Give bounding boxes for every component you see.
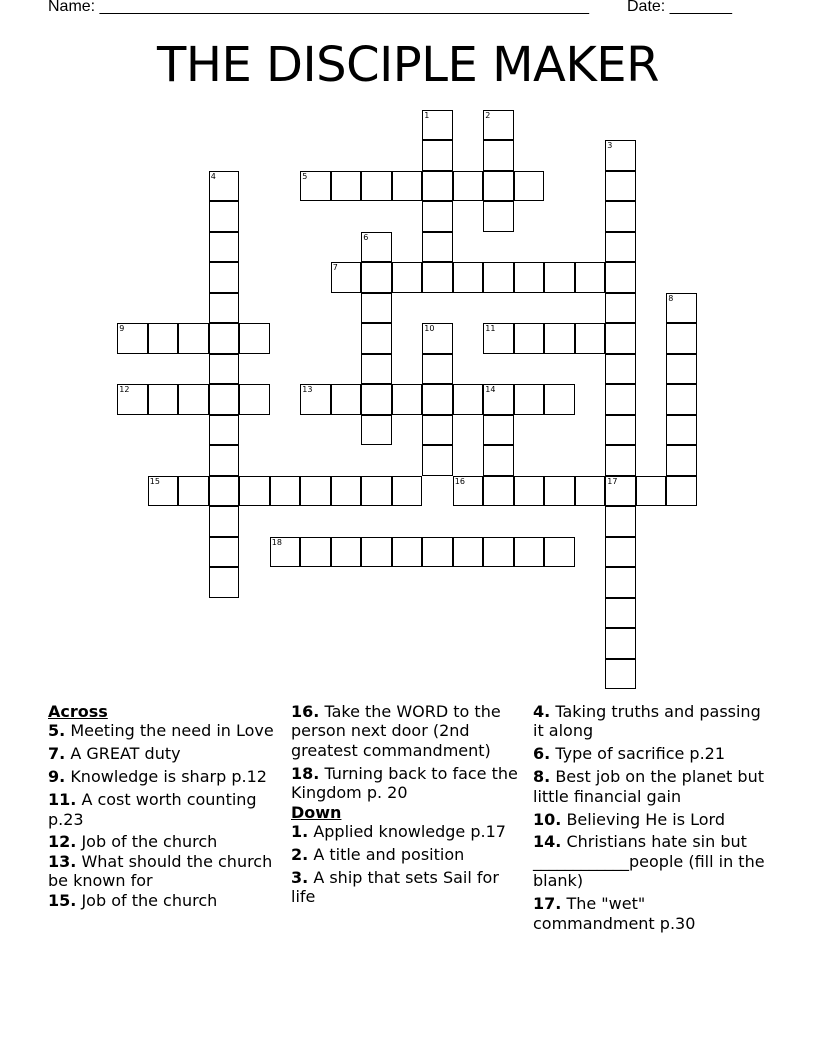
grid-cell[interactable] [453,171,484,202]
grid-cell[interactable] [392,171,423,202]
cell-number: 16 [454,476,465,486]
grid-cell[interactable] [392,262,423,293]
grid-cell[interactable] [361,537,392,568]
grid-cell[interactable] [605,537,636,568]
grid-cell[interactable] [209,506,240,537]
clue-number: 2. [291,844,309,864]
grid-cell[interactable] [575,476,606,507]
grid-cell[interactable] [483,201,514,232]
grid-cell[interactable] [483,323,514,354]
grid-cell[interactable] [209,293,240,324]
cell-number: 17 [607,476,618,486]
grid-cell[interactable] [209,323,240,354]
grid-cell[interactable] [483,476,514,507]
grid-cell[interactable] [453,262,484,293]
clue-down-10 [533,810,765,829]
grid-cell[interactable] [453,537,484,568]
grid-cell[interactable] [544,323,575,354]
grid-cell[interactable] [422,140,453,171]
grid-cell[interactable] [605,476,636,507]
clue-down-4 [533,702,765,741]
grid-cell[interactable] [300,384,331,415]
grid-cell[interactable] [300,476,331,507]
cell-number: 14 [485,385,496,395]
clue-number: 8. [533,767,551,787]
clue-text: What should the church be known for [48,851,273,891]
grid-cell[interactable] [422,110,453,141]
clue-number: 5. [48,721,66,741]
grid-cell[interactable] [148,384,179,415]
clue-down-1 [291,822,523,841]
grid-cell[interactable] [392,384,423,415]
clue-across-13 [48,852,280,891]
clue-text: Believing He is Lord [566,809,725,829]
cell-number: 12 [119,385,130,395]
grid-cell[interactable] [605,293,636,324]
grid-cell[interactable] [605,628,636,659]
grid-cell[interactable] [178,476,209,507]
grid-cell[interactable] [117,323,148,354]
grid-cell[interactable] [544,537,575,568]
grid-cell[interactable] [361,171,392,202]
grid-cell[interactable] [605,598,636,629]
grid-cell[interactable] [361,415,392,446]
grid-cell[interactable] [270,537,301,568]
grid-cell[interactable] [605,171,636,202]
grid-cell[interactable] [666,354,697,385]
grid-cell[interactable] [178,323,209,354]
clue-number: 10. [533,809,562,829]
grid-cell[interactable] [544,476,575,507]
clue-text: Take the WORD to the person next door (2nd greatest commandment) [291,702,501,760]
grid-cell[interactable] [392,476,423,507]
grid-cell[interactable] [209,445,240,476]
grid-cell[interactable] [331,476,362,507]
grid-cell[interactable] [422,415,453,446]
name-field[interactable]: Name: _______________________________________________________ [48,0,589,15]
clue-text: The "wet" commandment p.30 [533,894,696,933]
clue-down-2 [291,845,523,864]
grid-cell[interactable] [575,323,606,354]
clue-number: 13. [48,851,77,871]
grid-cell[interactable] [209,171,240,202]
grid-cell[interactable] [666,476,697,507]
grid-cell[interactable] [483,262,514,293]
page-title: THE DISCIPLE MAKER [157,37,659,93]
grid-cell[interactable] [361,293,392,324]
cell-number: 13 [302,385,313,395]
clue-number: 14. [533,832,562,852]
grid-cell[interactable] [483,415,514,446]
grid-cell[interactable] [605,384,636,415]
clue-number: 7. [48,744,66,764]
clue-text: Taking truths and passing it along [533,702,761,741]
cell-number: 9 [119,324,125,334]
clue-down-17 [533,894,765,933]
grid-cell[interactable] [483,537,514,568]
grid-cell[interactable] [209,567,240,598]
grid-cell[interactable] [270,476,301,507]
clue-number: 16. [291,702,320,721]
grid-cell[interactable] [209,262,240,293]
grid-cell[interactable] [605,323,636,354]
cell-number: 3 [607,141,613,151]
clue-text: Job of the church [81,890,218,910]
clue-text: Type of sacrifice p.21 [555,744,726,764]
clue-number: 6. [533,744,551,764]
grid-cell[interactable] [605,354,636,385]
clue-column-3 [533,702,765,936]
grid-cell[interactable] [361,232,392,263]
grid-cell[interactable] [636,476,667,507]
grid-cell[interactable] [361,323,392,354]
grid-cell[interactable] [239,323,270,354]
grid-cell[interactable] [209,384,240,415]
grid-cell[interactable] [514,171,545,202]
grid-cell[interactable] [209,415,240,446]
cell-number: 5 [302,171,308,181]
clue-across-15 [48,891,280,910]
grid-cell[interactable] [483,384,514,415]
clue-number: 15. [48,890,77,910]
clue-text: A ship that sets Sail for life [291,867,499,907]
cell-number: 10 [424,324,435,334]
grid-cell[interactable] [666,445,697,476]
grid-cell[interactable] [209,201,240,232]
down-heading: Down [291,802,342,822]
grid-cell[interactable] [331,262,362,293]
clue-text: Applied knowledge p.17 [313,821,506,841]
grid-cell[interactable] [422,537,453,568]
grid-cell[interactable] [331,171,362,202]
clue-down-6 [533,744,765,763]
grid-cell[interactable] [331,537,362,568]
grid-cell[interactable] [361,384,392,415]
grid-cell[interactable] [392,537,423,568]
grid-cell[interactable] [209,537,240,568]
grid-cell[interactable] [209,232,240,263]
grid-cell[interactable] [361,354,392,385]
date-field[interactable]: Date: _______ [627,0,732,15]
grid-cell[interactable] [514,323,545,354]
clue-text: Job of the church [81,832,218,852]
grid-cell[interactable] [422,445,453,476]
grid-cell[interactable] [666,415,697,446]
clue-number: 12. [48,832,77,852]
grid-cell[interactable] [239,384,270,415]
grid-cell[interactable] [453,476,484,507]
grid-cell[interactable] [575,262,606,293]
grid-cell[interactable] [422,232,453,263]
clue-text: Turning back to face the Kingdom p. 20 [291,763,518,803]
grid-cell[interactable] [666,384,697,415]
grid-cell[interactable] [422,384,453,415]
grid-cell[interactable] [605,506,636,537]
grid-cell[interactable] [605,445,636,476]
cell-number: 7 [332,263,338,273]
grid-cell[interactable] [514,476,545,507]
grid-cell[interactable] [239,476,270,507]
clue-column-2 [291,702,523,910]
grid-cell[interactable] [605,262,636,293]
grid-cell[interactable] [422,262,453,293]
grid-cell[interactable] [544,384,575,415]
grid-cell[interactable] [514,262,545,293]
across-heading: Across [48,702,108,721]
grid-cell[interactable] [544,262,575,293]
grid-cell[interactable] [209,354,240,385]
cell-number: 6 [363,232,369,242]
grid-cell[interactable] [422,171,453,202]
grid-cell[interactable] [117,384,148,415]
clue-down-3 [291,868,523,907]
clue-text: A cost worth counting p.23 [48,790,257,829]
clue-text: Meeting the need in Love [70,721,274,741]
clue-number: 4. [533,702,551,721]
grid-cell[interactable] [666,293,697,324]
clue-number: 1. [291,821,309,841]
grid-cell[interactable] [483,110,514,141]
cell-number: 2 [485,110,491,120]
grid-cell[interactable] [605,567,636,598]
grid-cell[interactable] [209,476,240,507]
grid-cell[interactable] [422,323,453,354]
cell-number: 15 [149,476,160,486]
grid-cell[interactable] [605,659,636,690]
clue-text: A title and position [313,844,465,864]
clue-text: A GREAT duty [70,744,181,764]
grid-cell[interactable] [483,140,514,171]
clue-number: 18. [291,763,320,783]
grid-cell[interactable] [178,384,209,415]
grid-cell[interactable] [605,232,636,263]
clue-across-18 [291,764,523,803]
grid-cell[interactable] [483,445,514,476]
grid-cell[interactable] [605,140,636,171]
clue-column-1 [48,702,280,914]
grid-cell[interactable] [514,537,545,568]
cell-number: 18 [271,537,282,547]
clue-across-16 [291,702,523,760]
grid-cell[interactable] [300,537,331,568]
cell-number: 11 [485,324,496,334]
grid-cell[interactable] [666,323,697,354]
clue-across-12 [48,832,280,851]
grid-cell[interactable] [148,323,179,354]
grid-cell[interactable] [453,384,484,415]
clue-text: Best job on the planet but little financial gain [533,767,764,806]
clue-number: 11. [48,790,77,810]
cell-number: 4 [210,171,216,181]
clue-number: 3. [291,867,309,887]
grid-cell[interactable] [361,476,392,507]
cell-number: 1 [424,110,430,120]
grid-cell[interactable] [422,354,453,385]
clue-down-8 [533,767,765,806]
clue-down-14 [533,832,765,890]
grid-cell[interactable] [422,201,453,232]
grid-cell[interactable] [300,171,331,202]
cell-number: 8 [668,293,674,303]
grid-cell[interactable] [514,384,545,415]
clue-text: Knowledge is sharp p.12 [70,767,267,787]
grid-cell[interactable] [605,201,636,232]
clue-across-7 [48,744,280,763]
clue-across-5 [48,721,280,740]
grid-cell[interactable] [148,476,179,507]
clue-number: 17. [533,894,562,914]
grid-cell[interactable] [605,415,636,446]
clue-text: Christians hate sin but ____________people (fill in the blank) [533,832,765,891]
clue-across-11 [48,790,280,829]
grid-cell[interactable] [361,262,392,293]
grid-cell[interactable] [331,384,362,415]
clue-across-9 [48,767,280,786]
clue-number: 9. [48,767,66,787]
grid-cell[interactable] [483,171,514,202]
